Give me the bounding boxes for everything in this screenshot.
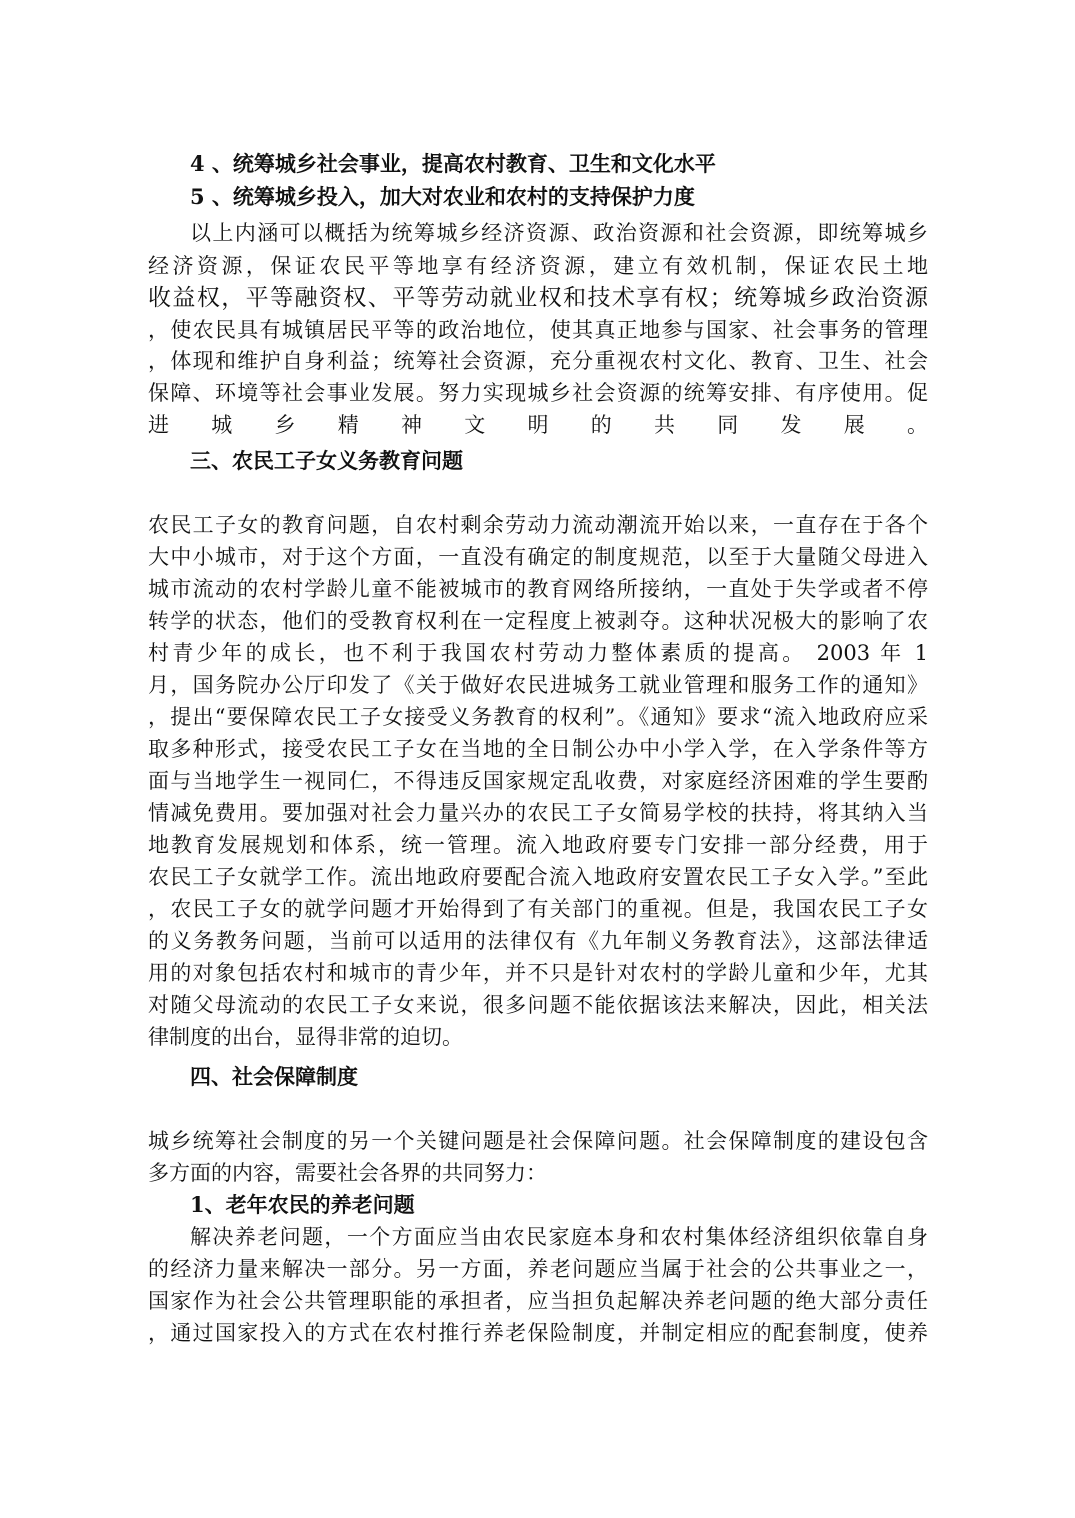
section3-line: 律制度的出台，显得非常的迫切。: [148, 1025, 463, 1049]
section3-line: ，提出“要保障农民工子女接受义务教育的权利”。《通知》要求“流入地政府应采: [148, 705, 928, 729]
summary-line: 经济资源，保证农民平等地享有经济资源，建立有效机制，保证农民土地: [148, 254, 928, 278]
section3-line: 情减免费用。要加强对社会力量兴办的农民工子女简易学校的扶持，将其纳入当: [148, 801, 928, 825]
section-heading-4: 四、社会保障制度: [190, 1064, 358, 1089]
subsection1-line: 解决养老问题，一个方面应当由农民家庭本身和农村集体经济组织依靠自身: [190, 1225, 928, 1249]
section3-line: 的义务教务问题，当前可以适用的法律仅有《九年制义务教育法》，这部法律适: [148, 929, 928, 953]
section3-line: 对随父母流动的农民工子女来说，很多问题不能依据该法来解决，因此，相关法: [148, 993, 928, 1017]
summary-line: 以上内涵可以概括为统筹城乡经济资源、政治资源和社会资源，即统筹城乡: [190, 221, 928, 245]
section4-line: 城乡统筹社会制度的另一个关键问题是社会保障问题。社会保障制度的建设包含: [148, 1129, 928, 1153]
subsection1-line: ，通过国家投入的方式在农村推行养老保险制度，并制定相应的配套制度，使养: [148, 1321, 928, 1345]
summary-line: 保障、环境等社会事业发展。努力实现城乡社会资源的统筹安排、有序使用。促: [148, 381, 928, 405]
section3-line: 农民工子女就学工作。流出地政府要配合流入地政府安置农民工子女入学。”至此: [148, 865, 928, 889]
subsection1-line: 的经济力量来解决一部分。另一方面，养老问题应当属于社会的公共事业之一，: [148, 1257, 928, 1281]
subsection1-line: 国家作为社会公共管理职能的承担者，应当担负起解决养老问题的绝大部分责任: [148, 1289, 928, 1313]
section3-line: 地教育发展规划和体系，统一管理。流入地政府要专门安排一部分经费，用于: [148, 833, 928, 857]
section3-line: 取多种形式，接受农民工子女在当地的全日制公办中小学入学，在入学条件等方: [148, 737, 928, 761]
section3-line: 面与当地学生一视同仁，不得违反国家规定乱收费，对家庭经济困难的学生要酌: [148, 769, 928, 793]
section3-line: 城市流动的农村学龄儿童不能被城市的教育网络所接纳，一直处于失学或者不停: [148, 577, 928, 601]
section3-line: 用的对象包括农村和城市的青少年，并不只是针对农村的学龄儿童和少年，尤其: [148, 961, 928, 985]
section-heading-3: 三、农民工子女义务教育问题: [190, 448, 463, 473]
section3-line: 农民工子女的教育问题，自农村剩余劳动力流动潮流开始以来，一直存在于各个: [148, 513, 928, 537]
section3-line: 村青少年的成长，也不利于我国农村劳动力整体素质的提高。 2003 年 1: [148, 641, 928, 665]
section3-line: 大中小城市，对于这个方面，一直没有确定的制度规范，以至于大量随父母进入: [148, 545, 928, 569]
list-item-4: 4 、统筹城乡社会事业，提高农村教育、卫生和文化水平: [190, 151, 716, 176]
section3-line: 转学的状态，他们的受教育权利在一定程度上被剥夺。这种状况极大的影响了农: [148, 609, 928, 633]
summary-line: 收益权，平等融资权、平等劳动就业权和技术享有权；统筹城乡政治资源: [148, 285, 928, 311]
section3-line: ，农民工子女的就学问题才开始得到了有关部门的重视。但是，我国农民工子女: [148, 897, 928, 921]
subsection-heading-1: 1、老年农民的养老问题: [190, 1192, 415, 1217]
list-item-5: 5 、统筹城乡投入，加大对农业和农村的支持保护力度: [190, 184, 695, 209]
summary-line: ，使农民具有城镇居民平等的政治地位，使其真正地参与国家、社会事务的管理: [148, 318, 928, 342]
section4-line: 多方面的内容，需要社会各界的共同努力：: [148, 1161, 547, 1185]
summary-line: ，体现和维护自身利益；统筹社会资源，充分重视农村文化、教育、卫生、社会: [148, 349, 928, 373]
summary-line: 进城乡精神文明的共同发展。: [148, 413, 928, 437]
section3-line: 月，国务院办公厅印发了《关于做好农民进城务工就业管理和服务工作的通知》: [148, 673, 928, 697]
